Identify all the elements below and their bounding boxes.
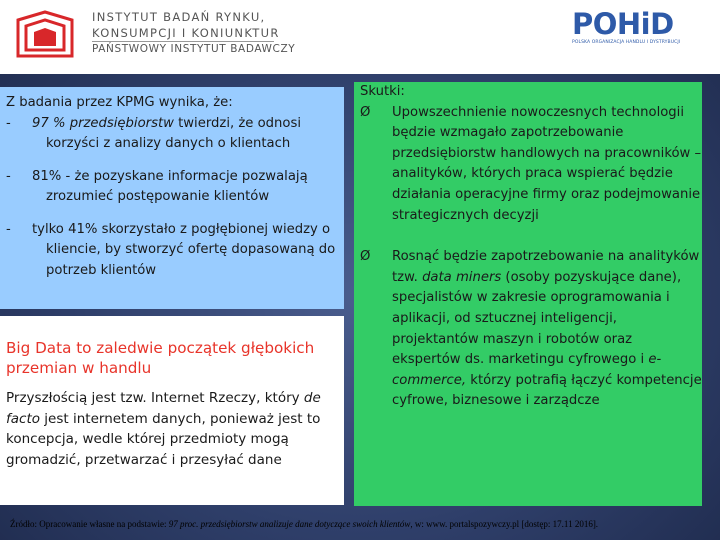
footnote-a: Źródło: Opracowanie własne na podstawie: (10, 519, 169, 529)
survey-item-2 (6, 167, 338, 208)
effects-bullet-2-text-b: (osoby pozyskujące dane), specjalistów w zakresie oprogramowania i aplikacji, od sztucznej inteligencji, projektantów maszyn i robotów oraz ekspertów ds. marketingu cyfrowego i (392, 269, 682, 368)
effects-bullet-1-text: Upowszechnienie nowoczesnych technologii będzie wzmagało zapotrzebowanie przedsiębiorstw handlowych na pracowników – analityków, których praca wspierać będzie działania operacyjne firmy oraz podejmowanie strategicznych decyzji (392, 104, 702, 223)
arrow-bullet-icon: Ø (360, 249, 371, 265)
header-bar (0, 0, 720, 74)
iot-text-a: Przyszłością jest tzw. Internet Rzeczy, który (6, 390, 304, 406)
effects-bullet-2-text-c: którzy potrafią łączyć kompetencje cyfrowe, biznesowe i zarządcze (392, 372, 702, 409)
ibrk-line-1: INSTYTUT BADAŃ RYNKU, (92, 10, 266, 24)
arrow-bullet-icon: Ø (360, 104, 371, 120)
effects-bullet-2 (360, 247, 702, 412)
ibrk-emblem-icon (14, 10, 76, 60)
survey-item-3 (6, 220, 338, 282)
big-data-title: Big Data to zaledwie początek głębokich przemian w handlu (6, 339, 315, 377)
dash-marker: - (6, 168, 11, 184)
footnote-b: , w: www. portalspozywczy.pl [dostęp: 17.11 2016]. (410, 519, 599, 529)
ibrk-line-2: KONSUMPCJI I KONIUNKTUR (92, 25, 280, 40)
effects-bullet-1 (360, 103, 702, 227)
iot-text-b: jest internetem danych, ponieważ jest to koncepcja, wedle której przedmioty mogą gromadzić, przetwarzać i przesyłać dane (6, 410, 321, 468)
survey-item-1 (6, 114, 338, 155)
ibrk-logo (14, 8, 296, 62)
effects-heading: Skutki: (360, 84, 405, 99)
footnote-title: 97 proc. przedsiębiorstw analizuje dane dotyczące swoich klientów (168, 519, 411, 529)
iot-text-em: de facto (6, 390, 321, 427)
dash-marker: - (6, 115, 11, 131)
effects-panel (354, 82, 702, 506)
survey-item-1-text: twierdzi, że odnosi korzyści z analizy danych o klientach (46, 115, 301, 151)
pohid-subtitle: POLSKA ORGANIZACJA HANDLU I DYSTRYBUCJI (572, 40, 681, 45)
ecommerce-term: e-commerce, (392, 352, 662, 388)
data-miners-term: data miners (422, 269, 502, 285)
kpmg-survey-panel (0, 87, 344, 309)
big-data-box (0, 316, 344, 505)
big-data-text (6, 388, 338, 470)
source-footnote (10, 519, 710, 529)
survey-item-3-text: tylko 41% skorzystało z pogłębionej wiedzy o kliencie, by stworzyć ofertę dopasowaną do potrzeb klientów (32, 221, 336, 278)
effects-bullet-2-text-a: Rosnąć będzie zapotrzebowanie na analityków tzw. (392, 249, 700, 285)
pohid-wordmark: POHiD (572, 7, 674, 41)
ibrk-name (92, 10, 296, 58)
survey-intro: Z badania przez KPMG wynika, że: (6, 95, 233, 110)
survey-item-2-text: 81% - że pozyskane informacje pozwalają zrozumieć postępowanie klientów (32, 168, 308, 204)
pohid-logo (572, 8, 704, 48)
ibrk-line-3: PAŃSTWOWY INSTYTUT BADAWCZY (92, 41, 274, 58)
dash-marker: - (6, 221, 11, 237)
survey-item-1-emph: 97 % przedsiębiorstw (32, 115, 174, 131)
